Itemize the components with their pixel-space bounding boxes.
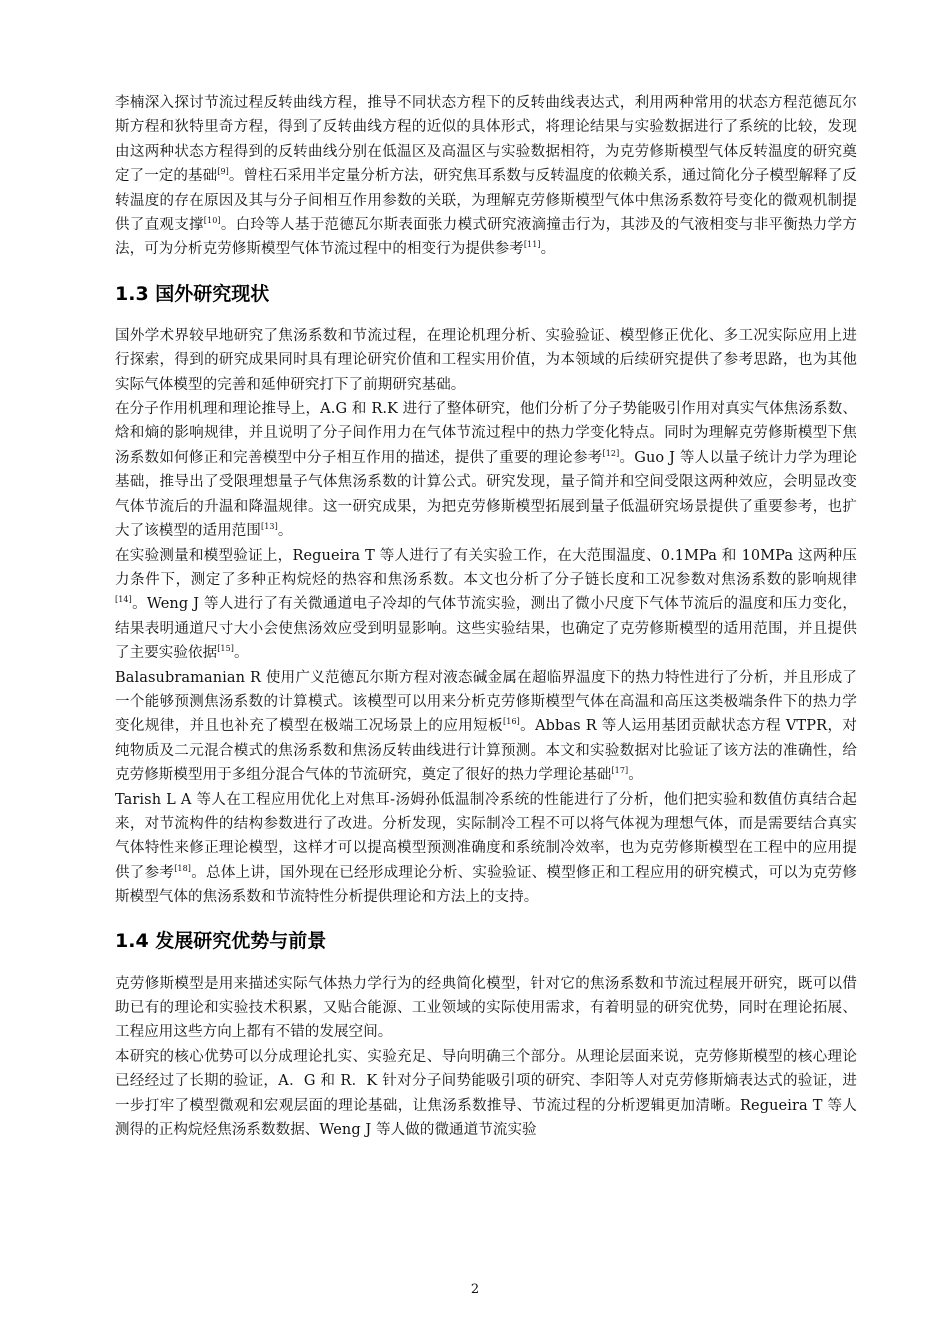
text-run: 国外学术界较早地研究了焦汤系数和节流过程，在理论机理分析、实验验证、模型修正优化、多工况实际应用上进行探索，得到的研究成果同时具有理论研究价值和工程实用价值，为本领域的后续研究提供了参考思路，也为其他实际气体模型的完善和延伸研究打下了前期研究基础。 [115,327,857,393]
text-run: 。Abbas R 等人运用基团贡献状态方程 VTPR，对纯物质及二元混合模式的焦汤系数和焦汤反转曲线进行计算预测。本文和实验数据对比验证了该方法的准确性，给克劳修斯模型用于多组分混合气体的节流研究，奠定了很好的热力学理论基础 [115,718,857,784]
citation-18: [18] [174,863,192,873]
paragraph-experiments [115,544,857,666]
citation-9: [9] [217,167,229,177]
text-run: Tarish L A 等人在工程应用优化上对焦耳-汤姆孙低温制冷系统的性能进行了分析，他们把实验和数值仿真结合起来，对节流构件的结构参数进行了改进。分析发现，实际制冷工程不可以将气体视为理想气体，而是需要结合真实气体特性来修正理论模型，这样才可以提高模型预测准确度和系统制冷效率，也为克劳修斯模型在工程中的应用提供了参考 [115,791,857,881]
text-run: 克劳修斯模型是用来描述实际气体热力学行为的经典简化模型，针对它的焦汤系数和节流过程展开研究，既可以借助已有的理论和实验技术积累，又贴合能源、工业领域的实际使用需求，有着明显的研究优势，同时在理论拓展、工程应用这些方向上都有不错的发展空间。 [115,975,857,1041]
text-run: 。 [628,767,643,784]
citation-14: [14] [115,595,132,605]
text-run: Balasubramanian R 使用广义范德瓦尔斯方程对液态碱金属在超临界温度下的热力特性进行了分析，并且形成了一个能够预测焦汤系数的计算模式。该模型可以用来分析克劳修斯模型气体在高温和高压这类极端条件下的热力学变化规律，并且也补充了模型在极端工况场景上的应用短板 [115,669,857,735]
citation-13: [13] [261,522,278,532]
text-run: 。 [234,645,249,662]
text-run: 。Weng J 等人进行了有关微通道电子冷却的气体节流实验，测出了微小尺度下气体节流后的温度和压力变化，结果表明通道尺寸大小会使焦汤效应受到明显影响。这些实验结果，也确定了克劳修斯模型的适用范围，并且提供了主要实验依据 [115,596,857,662]
citation-12: [12] [602,448,620,458]
paragraph-model-correction [115,666,857,788]
text-run: 。Guo J 等人以量子统计力学为理论基础，推导出了受限理想量子气体焦汤系数的计算公式。研究发现，量子简并和空间受限这两种效应，会明显改变气体节流后的升温和降温规律。这一研究成果，为把克劳修斯模型拓展到量子低温研究场景提供了重要参考，也扩大了该模型的适用范围 [115,449,857,540]
text-run: 李楠深入探讨节流过程反转曲线方程，推导不同状态方程下的反转曲线表达式，利用两种常用的状态方程范德瓦尔斯方程和狄特里奇方程，得到了反转曲线方程的近似的具体形式，将理论结果与实验数据进行了系统的比较，发现由这两种状态方程得到的反转曲线分别在低温区及高温区与实验数据相符，为克劳修斯模型气体反转温度的研究奠定了一定的基础 [115,95,857,185]
paragraph-molecular-theory [115,397,857,543]
section-heading-1-4: 1.4 发展研究优势与前景 [115,929,327,952]
citation-11: [11] [523,240,541,250]
text-run: 。 [277,523,293,540]
paragraph-engineering [115,788,857,910]
paragraph-foreign-overview [115,324,857,397]
page-content [115,91,857,1142]
citation-17: [17] [611,766,629,776]
text-run: 。曾柱石采用半定量分析方法，研究焦耳系数与反转温度的依赖关系，通过简化分子模型解释了反转温度的存在原因及其与分子间相互作用参数的关联，为理解克劳修斯模型气体中焦汤系数符号变化的微观机制提供了直观支撑 [115,168,857,234]
paragraph-core-advantages [115,1045,857,1143]
text-run: 在分子作用机理和理论推导上，A.G 和 R.K 进行了整体研究，他们分析了分子势能吸引作用对真实气体焦汤系数、焓和熵的影响规律，并且说明了分子间作用力在气体节流过程中的热力学变化特点。同时为理解克劳修斯模型下焦汤系数如何修正和完善模型中分子相互作用的描述，提供了重要的理论参考 [115,401,857,466]
citation-16: [16] [503,717,520,727]
text-run: 。白玲等人基于范德瓦尔斯表面张力模式研究液滴撞击行为，其涉及的气液相变与非平衡热力学方法，可为分析克劳修斯模型气体节流过程中的相变行为提供参考 [115,217,857,258]
page-number: 2 [470,1282,480,1297]
paragraph-li-nan [115,91,857,262]
text-run: 。 [540,241,556,258]
citation-10: [10] [203,216,221,226]
text-run: 。总体上讲，国外现在已经形成理论分析、实验验证、模型修正和工程应用的研究模式，可以为克劳修斯模型气体的焦汤系数和节流特性分析提供理论和方法上的支持。 [115,864,857,906]
citation-15: [15] [217,644,235,654]
paragraph-clausius-model [115,972,857,1045]
text-run: 本研究的核心优势可以分成理论扎实、实验充足、导向明确三个部分。从理论层面来说，克劳修斯模型的核心理论已经经过了长期的验证，A．G 和 R．K 针对分子间势能吸引项的研究、李阳等人对克劳修斯熵表达式的验证，进一步打牢了模型微观和宏观层面的理论基础，让焦汤系数推导、节流过程的分析逻辑更加清晰。Regueira T 等人测得的正构烷烃焦汤系数数据、Weng J 等人做的微通道节流实验 [115,1048,857,1139]
section-heading-1-3: 1.3 国外研究现状 [115,282,270,305]
text-run: 在实验测量和模型验证上，Regueira T 等人进行了有关实验工作，在大范围温度、0.1MPa 和 10MPa 这两种压力条件下，测定了多种正构烷烃的热容和焦汤系数。本文也分析了分子链长度和工况参数对焦汤系数的影响规律 [115,547,857,588]
